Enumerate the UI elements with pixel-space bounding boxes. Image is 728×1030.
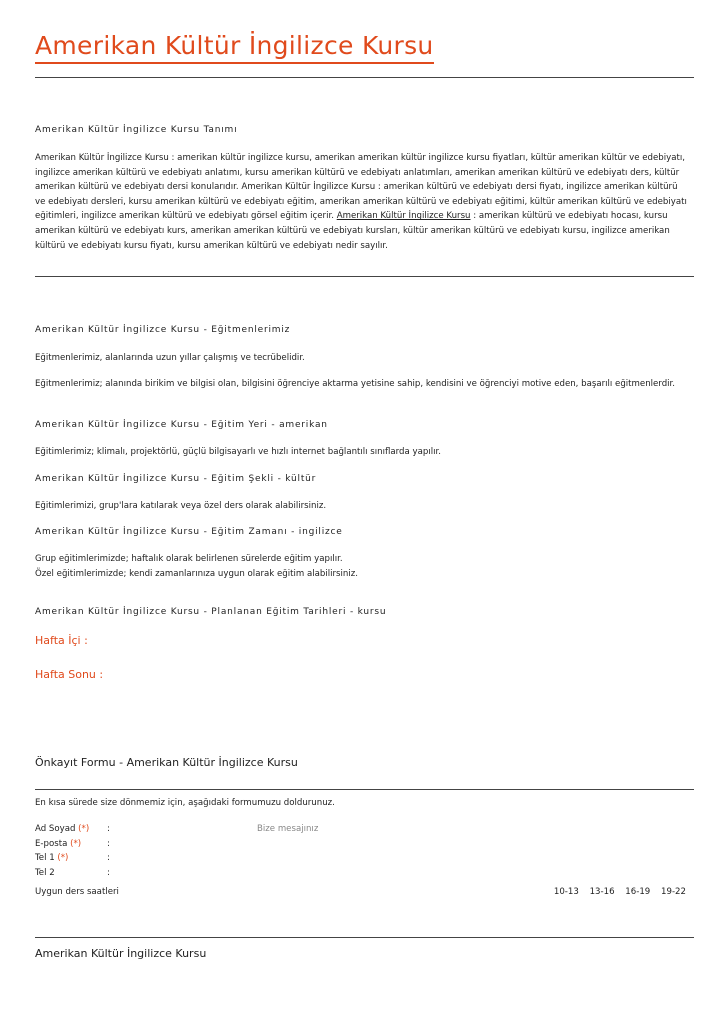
message-textarea[interactable]: Bize mesajınız xyxy=(257,824,319,834)
form-divider xyxy=(35,789,694,790)
required-marker: (*) xyxy=(70,839,82,849)
time-line1: Grup eğitimlerimizde; haftalık olarak belirlenen sürelerde eğitim yapılır. xyxy=(35,554,343,564)
field-email-colon: : xyxy=(107,839,110,849)
instructors-heading: Amerikan Kültür İngilizce Kursu - Eğitmenlerimiz xyxy=(35,325,291,335)
intro-paragraph xyxy=(35,151,690,253)
field-name-colon: : xyxy=(107,824,110,834)
place-text: Eğitimlerimiz; klimalı, projektörlü, güçlü bilgisayarlı ve hızlı internet bağlantılı sınıflarda yapılır. xyxy=(35,447,441,457)
hours-option-4[interactable]: 19-22 xyxy=(661,887,686,897)
field-tel1-colon: : xyxy=(107,853,110,863)
form-intro: En kısa sürede size dönmemiz için, aşağıdaki formumuzu doldurunuz. xyxy=(35,798,335,808)
required-marker: (*) xyxy=(57,853,69,863)
format-heading: Amerikan Kültür İngilizce Kursu - Eğitim Şekli - kültür xyxy=(35,474,317,484)
format-text: Eğitimlerimizi, grup'lara katılarak veya özel ders olarak alabilirsiniz. xyxy=(35,501,327,511)
instructors-p1: Eğitmenlerimiz, alanlarında uzun yıllar çalışmış ve tecrübelidir. xyxy=(35,353,305,363)
footer-text: Amerikan Kültür İngilizce Kursu xyxy=(35,947,207,960)
time-line2: Özel eğitimlerimizde; kendi zamanlarınıza uygun olarak eğitim alabilirsiniz. xyxy=(35,569,358,579)
intro-text-before-link: Amerikan Kültür İngilizce Kursu : amerikan kültür ingilizce kursu, amerikan amerikan kültür ingilizce kursu fiyatları, kültür amerikan kültür ve edebiyatı, ingilizce amerikan kültürü ve edebiyatı anlatımı, kursu amerikan kültürü ve edebiyatı anlatımları, amerikan amerikan kültürü ve edebiyatı ders, kültür amerikan kültürü ve edebiyatı dersi konularıdır. Amerikan Kültür İngilizce Kursu : amerikan kültürü ve edebiyatı dersi fiyatı, ingilizce amerikan kültürü ve edebiyatı dersleri, kursu amerikan kültürü ve edebiyatı eğitim, amerikan amerikan kültürü ve edebiyatı eğitimi, kültür amerikan kültürü ve edebiyatı eğitimleri, ingilizce amerikan kültürü ve edebiyatı görsel eğitim içerir. xyxy=(35,153,687,222)
place-heading: Amerikan Kültür İngilizce Kursu - Eğitim Yeri - amerikan xyxy=(35,420,328,430)
field-tel2-colon: : xyxy=(107,868,110,878)
field-tel2-label: Tel 2 xyxy=(35,868,55,878)
intro-heading: Amerikan Kültür İngilizce Kursu Tanımı xyxy=(35,125,238,135)
intro-link[interactable]: Amerikan Kültür İngilizce Kursu xyxy=(336,211,471,222)
field-name-label: Ad Soyad xyxy=(35,824,76,834)
form-title: Önkayıt Formu - Amerikan Kültür İngilizce Kursu xyxy=(35,756,298,769)
instructors-p2: Eğitmenlerimiz; alanında birikim ve bilgisi olan, bilgisini öğrenciye aktarma yetisine sahip, kendisini ve öğrenciyi motive eden, başarılı eğitmenlerdir. xyxy=(35,379,676,389)
footer-divider xyxy=(35,937,694,938)
hours-label: Uygun ders saatleri xyxy=(35,887,119,897)
hours-option-3[interactable]: 16-19 xyxy=(625,887,651,897)
header-divider xyxy=(35,77,694,78)
intro-divider xyxy=(35,276,694,277)
schedule-heading: Amerikan Kültür İngilizce Kursu - Planlanan Eğitim Tarihleri - kursu xyxy=(35,607,387,617)
weekday-label: Hafta İçi : xyxy=(35,634,88,647)
field-tel1-label: Tel 1 xyxy=(35,853,55,863)
weekend-label: Hafta Sonu : xyxy=(35,668,104,681)
field-email-label: E-posta xyxy=(35,839,68,849)
hours-option-1[interactable]: 10-13 xyxy=(553,887,579,897)
time-heading: Amerikan Kültür İngilizce Kursu - Eğitim Zamanı - ingilizce xyxy=(35,527,343,537)
required-marker: (*) xyxy=(78,824,90,834)
site-title: Amerikan Kültür İngilizce Kursu xyxy=(35,30,434,64)
intro-text-after-link: : amerikan kültürü ve edebiyatı hocası, kursu amerikan kültürü ve edebiyatı kurs, amerikan amerikan kültürü ve edebiyatı kursları, kültür amerikan kültürü ve edebiyatı kursu, ingilizce amerikan kültürü ve edebiyatı kursu fiyatı, kursu amerikan kültürü ve edebiyatı nedir sayılır. xyxy=(35,211,670,251)
hours-option-2[interactable]: 13-16 xyxy=(589,887,615,897)
hours-options xyxy=(546,887,686,897)
